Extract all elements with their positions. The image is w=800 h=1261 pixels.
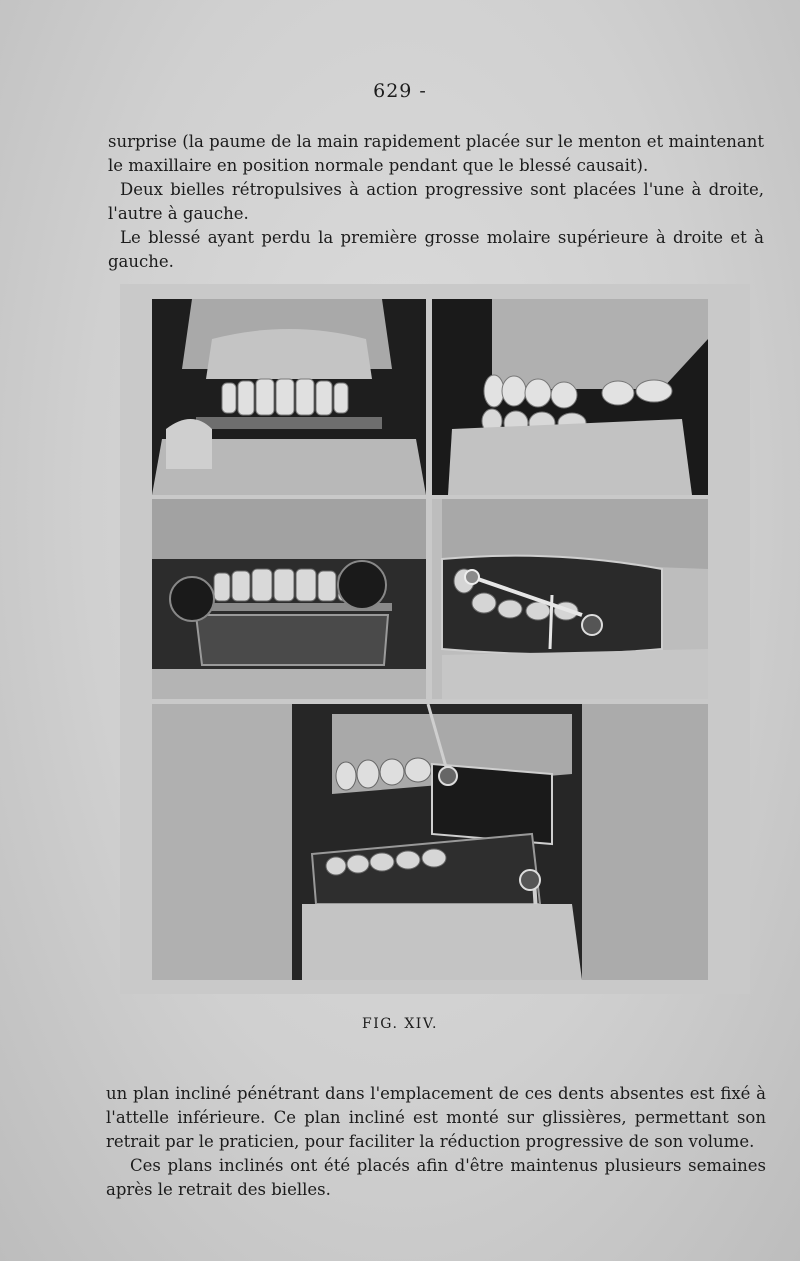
paragraph: Ces plans inclinés ont été placés afin d'être maintenus plusieurs semaines après le retrait des bielles. — [106, 1156, 766, 1199]
figure-plate — [120, 284, 750, 994]
figure-caption: FIG. XIV. — [362, 1016, 438, 1032]
splint-front-photo — [152, 499, 426, 699]
splint-side-rod-photo — [432, 499, 708, 699]
page-number: 629 - — [373, 80, 427, 102]
paragraph: surprise (la paume de la main rapidement placée sur le menton et maintenant le maxillaire en position normale pendant que le blessé causait). — [108, 132, 764, 175]
paragraph: Deux bielles rétropulsives à action progressive sont placées l'une à droite, l'autre à gauche. — [108, 180, 764, 223]
dental-cast-side-photo — [432, 299, 708, 495]
paragraph: Le blessé ayant perdu la première grosse molaire supérieure à droite et à gauche. — [108, 228, 764, 271]
inclined-plane-photo — [152, 704, 708, 980]
paragraph: un plan incliné pénétrant dans l'emplacement de ces dents absentes est fixé à l'attelle inférieure. Ce plan incliné est monté sur glissières, permettant son retrait par le praticien, pour faciliter la réduction progressive de son volume. — [106, 1084, 766, 1151]
dental-cast-front-photo — [152, 299, 426, 495]
